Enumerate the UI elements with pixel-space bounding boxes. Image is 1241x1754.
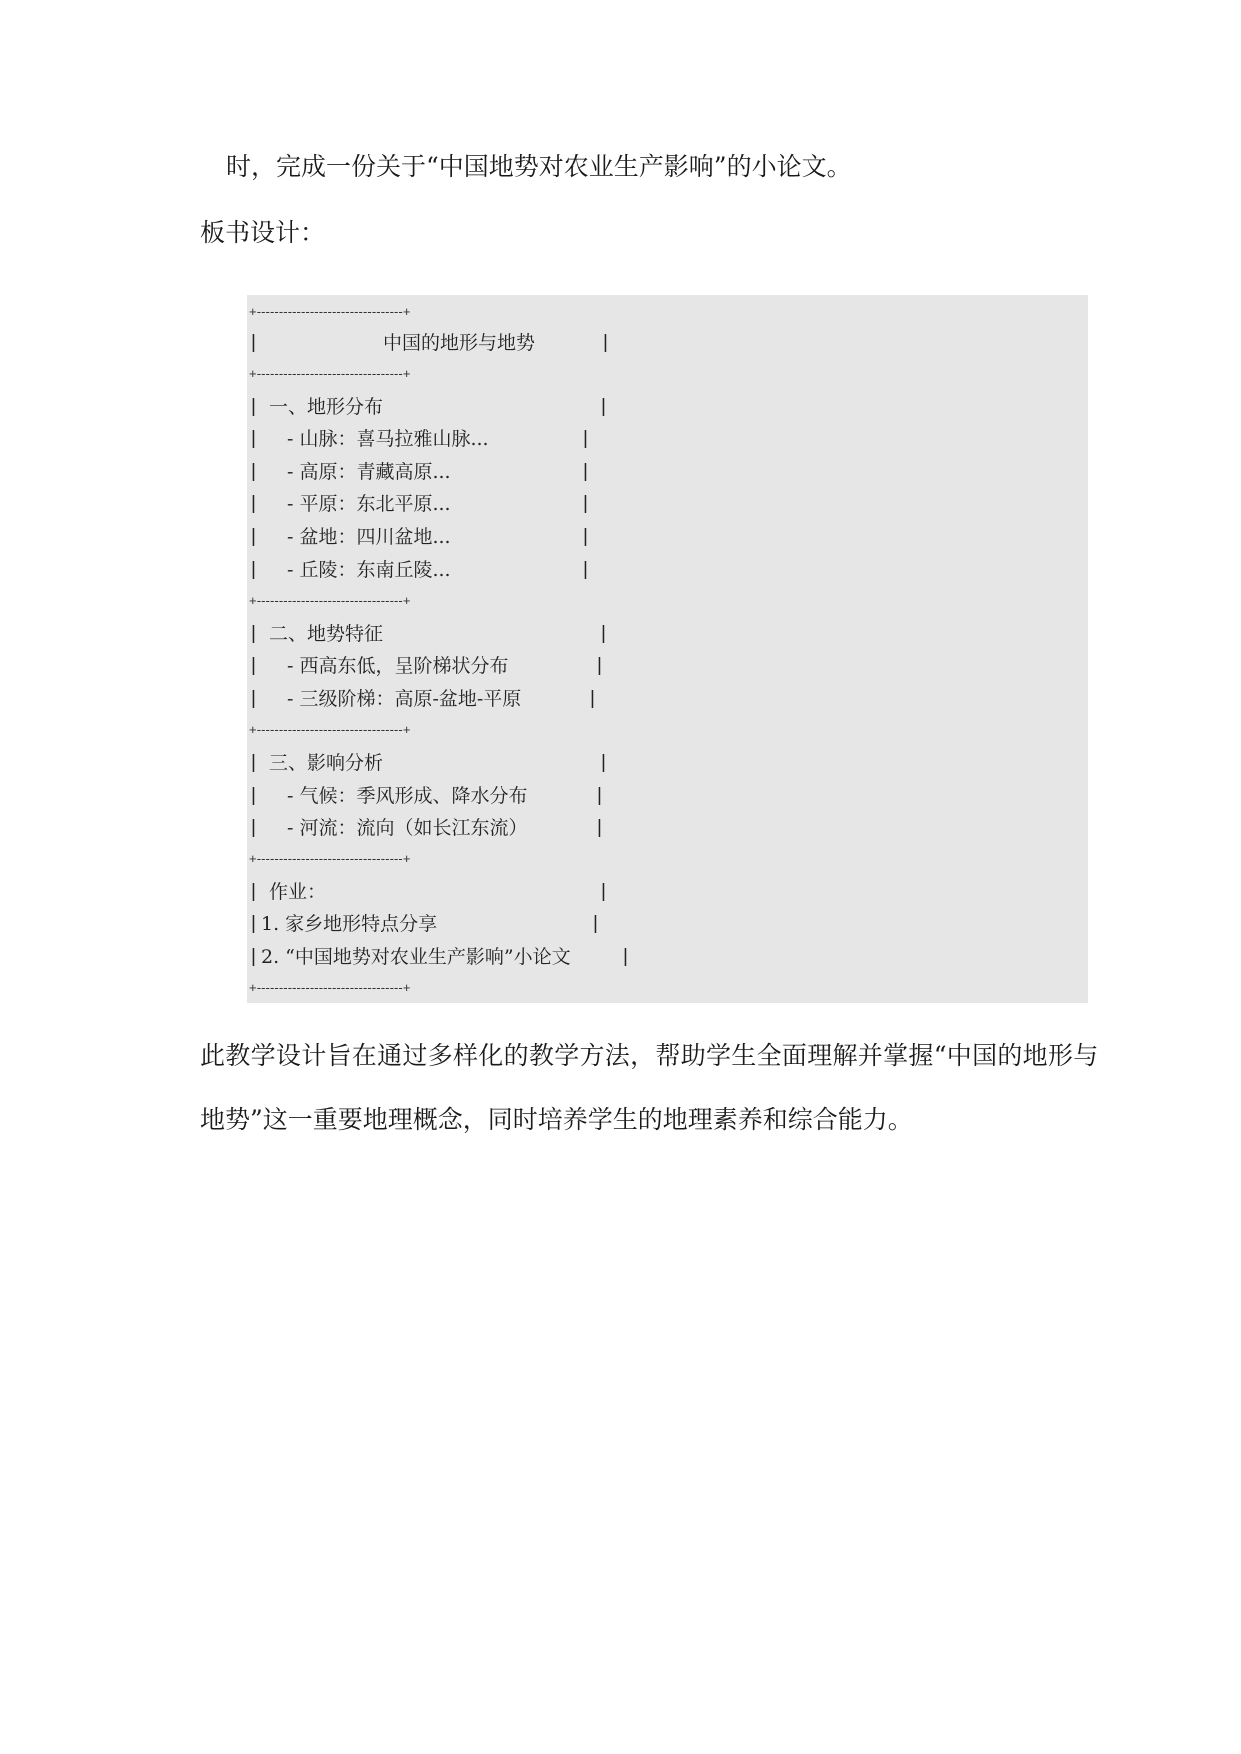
item-text: - 丘陵：东南丘陵...	[287, 559, 451, 581]
border-bar: |	[251, 396, 256, 417]
border-bar: |	[601, 623, 606, 644]
border-bar: |	[597, 817, 602, 838]
item-text: - 平原：东北平原...	[287, 493, 451, 515]
border-bar: |	[251, 461, 256, 482]
item-text: - 高原：青藏高原...	[287, 461, 451, 483]
homework-item	[247, 909, 1088, 939]
border-bar: |	[251, 655, 256, 676]
section-heading: 板书设计：	[200, 218, 326, 247]
section1-title: 一、地形分布	[269, 396, 384, 418]
section3-item	[247, 813, 1088, 843]
border-bar: |	[251, 688, 256, 709]
border-bar: |	[623, 946, 628, 967]
rule-line: +---------------------------------+	[249, 980, 411, 995]
border-bar: |	[583, 493, 588, 514]
border-bar: |	[597, 785, 602, 806]
homework-title-line	[247, 877, 1088, 907]
rule-line: +---------------------------------+	[249, 851, 411, 866]
section3-item	[247, 781, 1088, 811]
item-text: - 西高东低，呈阶梯状分布	[287, 655, 509, 677]
rule-line: +---------------------------------+	[249, 722, 411, 737]
border-bar: |	[583, 461, 588, 482]
rule-line: +---------------------------------+	[249, 304, 411, 319]
item-text: - 河流：流向（如长江东流）	[287, 817, 528, 839]
section2-item	[247, 684, 1088, 714]
item-text: 2. “中国地势对农业生产影响”小论文	[261, 946, 571, 968]
border-bar: |	[251, 526, 256, 547]
border-bar: |	[583, 526, 588, 547]
rule-line: +---------------------------------+	[249, 366, 411, 381]
border-bar: |	[251, 623, 256, 644]
border-bar: |	[603, 332, 608, 353]
section3-title: 三、影响分析	[269, 752, 384, 774]
closing-paragraph-line2: 地势”这一重要地理概念，同时培养学生的地理素养和综合能力。	[200, 1105, 913, 1134]
border-bar: |	[251, 913, 256, 934]
rule-line: +---------------------------------+	[249, 593, 411, 608]
blackboard-design-box	[247, 295, 1088, 1003]
border-bar: |	[251, 332, 256, 353]
item-text: - 气候：季风形成、降水分布	[287, 785, 528, 807]
item-text: 1. 家乡地形特点分享	[261, 913, 438, 935]
closing-paragraph-line1: 此教学设计旨在通过多样化的教学方法，帮助学生全面理解并掌握“中国的地形与	[200, 1041, 1099, 1070]
item-text: - 三级阶梯：高原-盆地-平原	[287, 688, 522, 710]
border-bar: |	[251, 817, 256, 838]
board-title: 中国的地形与地势	[383, 332, 536, 354]
section-title-line	[247, 392, 1088, 422]
border-bar: |	[251, 881, 256, 902]
border-bar: |	[590, 688, 595, 709]
border-bar: |	[583, 559, 588, 580]
section1-item	[247, 457, 1088, 487]
border-bar: |	[251, 428, 256, 449]
homework-item	[247, 942, 1088, 972]
border-bar: |	[251, 493, 256, 514]
border-bar: |	[251, 559, 256, 580]
paragraph-top: 时，完成一份关于“中国地势对农业生产影响”的小论文。	[226, 152, 852, 181]
border-bar: |	[601, 752, 606, 773]
section1-item	[247, 424, 1088, 454]
section1-item	[247, 555, 1088, 585]
border-bar: |	[593, 913, 598, 934]
item-text: - 山脉：喜马拉雅山脉...	[287, 428, 489, 450]
section1-item	[247, 522, 1088, 552]
border-bar: |	[601, 396, 606, 417]
border-bar: |	[251, 946, 256, 967]
border-bar: |	[601, 881, 606, 902]
section2-item	[247, 651, 1088, 681]
item-text: - 盆地：四川盆地...	[287, 526, 451, 548]
section-title-line	[247, 619, 1088, 649]
border-bar: |	[583, 428, 588, 449]
border-bar: |	[597, 655, 602, 676]
homework-title: 作业：	[269, 881, 327, 903]
section-title-line	[247, 748, 1088, 778]
section2-title: 二、地势特征	[269, 623, 384, 645]
board-title-line	[247, 328, 1088, 358]
border-bar: |	[251, 752, 256, 773]
border-bar: |	[251, 785, 256, 806]
section1-item	[247, 489, 1088, 519]
